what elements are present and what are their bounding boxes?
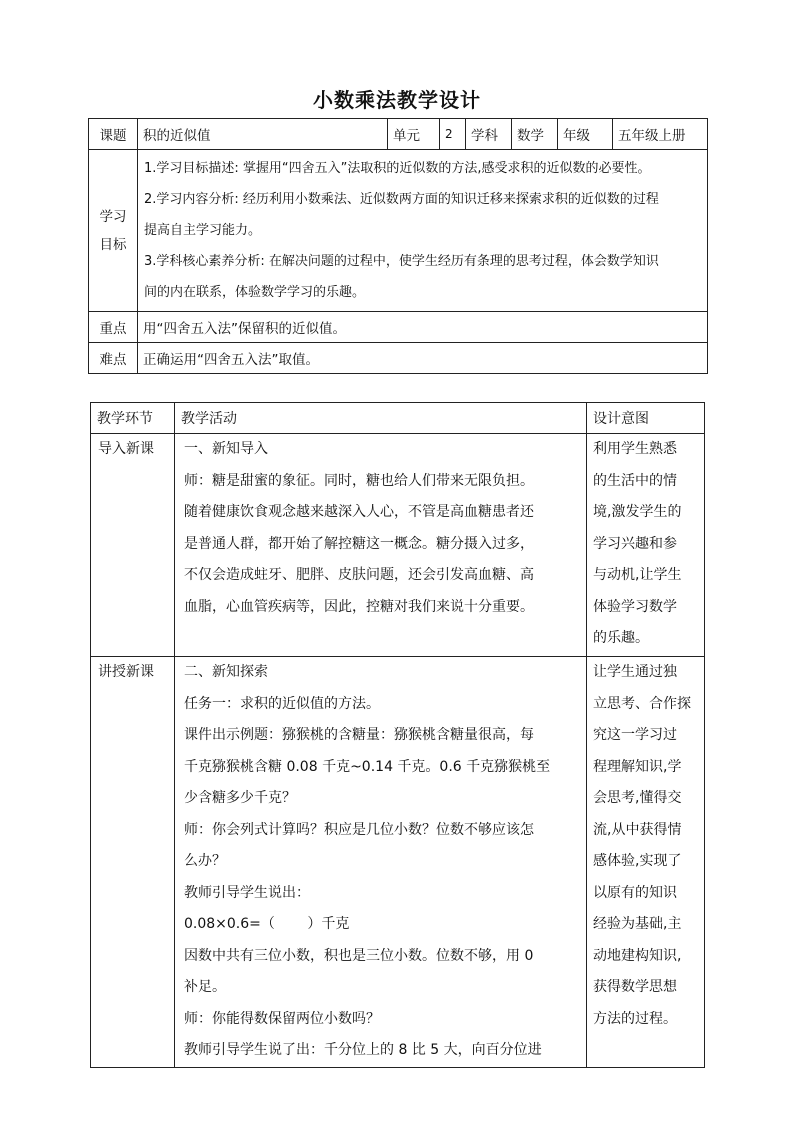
activity-line: 少含糖多少千克？ — [184, 790, 296, 806]
phase-new-lesson: 讲授新课 — [91, 657, 175, 1068]
activity-line: 二、新知探索 — [184, 664, 268, 680]
subject-value: 数学 — [512, 119, 558, 150]
lesson-info-table — [88, 118, 708, 374]
intent-line: 经验为基础,主 — [593, 916, 682, 932]
intent-line: 程理解知识,学 — [593, 758, 682, 775]
goals-label-line2: 目标 — [99, 236, 127, 253]
activity-line: 教师引导学生说了出：千分位上的 8 比 5 大，向百分位进 — [184, 1042, 542, 1058]
intent-line: 动地建构知识, — [593, 947, 682, 964]
goals-label-line1: 学习 — [99, 208, 127, 225]
intent-line: 以原有的知识 — [593, 884, 677, 901]
intent-line: 境,激发学生的 — [593, 504, 682, 520]
intent-line: 与动机,让学生 — [593, 567, 682, 583]
goals-content — [138, 150, 708, 312]
intent-line: 方法的过程。 — [593, 1010, 677, 1027]
goals-label — [89, 150, 138, 312]
activity-line: 任务一：求积的近似值的方法。 — [184, 695, 380, 712]
activity-line: 教师引导学生说出： — [184, 884, 310, 901]
intent-line: 学习兴趣和参 — [593, 535, 677, 552]
phase-intro: 导入新课 — [91, 434, 175, 657]
intent-line: 究这一学习过 — [593, 727, 677, 743]
key-point-value: 用“四舍五入法”保留积的近似值。 — [138, 312, 708, 343]
activity-line: 血脂，心血管疾病等，因此，控糖对我们来说十分重要。 — [184, 598, 534, 615]
intent-line: 会思考,懂得交 — [593, 790, 682, 806]
activity-line: 师：你会列式计算吗？积应是几位小数？位数不够应该怎 — [184, 821, 534, 838]
activity-line: 千克猕猴桃含糖 0.08 千克~0.14 千克。0.6 千克猕猴桃至 — [184, 758, 551, 775]
teaching-plan-table — [90, 402, 705, 1068]
goal-line: 间的内在联系，体验数学学习的乐趣。 — [144, 285, 366, 300]
intent-line: 流,从中获得情 — [593, 821, 682, 838]
intent-line: 让学生通过独 — [593, 664, 677, 680]
goal-line: 2.学习内容分析: 经历利用小数乘法、近似数两方面的知识迁移来探索求积的近似数的过程 — [144, 192, 659, 207]
activity-line: 么办？ — [184, 853, 226, 869]
activity-new-lesson — [175, 657, 587, 1068]
activity-line: 不仅会造成蛀牙、肥胖、皮肤问题，还会引发高血糖、高 — [184, 567, 534, 583]
intent-line: 获得数学思想 — [593, 979, 677, 995]
intent-intro — [587, 434, 705, 657]
topic-value: 积的近似值 — [138, 119, 388, 150]
difficulty-label: 难点 — [89, 343, 138, 374]
topic-label: 课题 — [89, 119, 138, 150]
document-title: 小数乘法教学设计 — [313, 88, 481, 112]
unit-label: 单元 — [388, 119, 440, 150]
intent-line: 的生活中的情 — [593, 472, 677, 489]
header-phase: 教学环节 — [91, 403, 175, 434]
activity-line: 因数中共有三位小数，积也是三位小数。位数不够，用 0 — [184, 947, 534, 964]
goal-line: 提高自主学习能力。 — [144, 223, 262, 238]
intent-line: 的乐趣。 — [593, 630, 649, 646]
intent-line: 利用学生熟悉 — [593, 441, 677, 457]
activity-line: 师：你能得数保留两位小数吗？ — [184, 1010, 380, 1027]
key-point-label: 重点 — [89, 312, 138, 343]
unit-value: 2 — [440, 119, 466, 150]
header-intent: 设计意图 — [587, 403, 705, 434]
intent-line: 体验学习数学 — [593, 598, 677, 615]
activity-line: 0.08×0.6=（ ）千克 — [184, 916, 350, 932]
grade-value: 五年级上册 — [613, 119, 708, 150]
goal-line: 1.学习目标描述: 掌握用“四舍五入”法取积的近似数的方法,感受求积的近似数的必要性。 — [144, 161, 651, 176]
intent-line: 立思考、合作探 — [593, 695, 691, 712]
subject-label: 学科 — [466, 119, 512, 150]
grade-label: 年级 — [558, 119, 613, 150]
header-activity: 教学活动 — [175, 403, 587, 434]
difficulty-value: 正确运用“四舍五入法”取值。 — [138, 343, 708, 374]
activity-line: 课件出示例题：猕猴桃的含糖量：猕猴桃含糖量很高，每 — [184, 727, 534, 743]
activity-line: 补足。 — [184, 979, 226, 995]
activity-intro — [175, 434, 587, 657]
activity-line: 师：糖是甜蜜的象征。同时，糖也给人们带来无限负担。 — [184, 472, 534, 489]
activity-line: 随着健康饮食观念越来越深入人心，不管是高血糖患者还 — [184, 504, 534, 520]
activity-line: 一、新知导入 — [184, 441, 268, 457]
intent-line: 感体验,实现了 — [593, 853, 682, 869]
activity-line: 是普通人群，都开始了解控糖这一概念。糖分摄入过多， — [184, 535, 534, 552]
goal-line: 3.学科核心素养分析: 在解决问题的过程中，使学生经历有条理的思考过程，体会数学知识 — [144, 254, 659, 269]
intent-new-lesson — [587, 657, 705, 1068]
